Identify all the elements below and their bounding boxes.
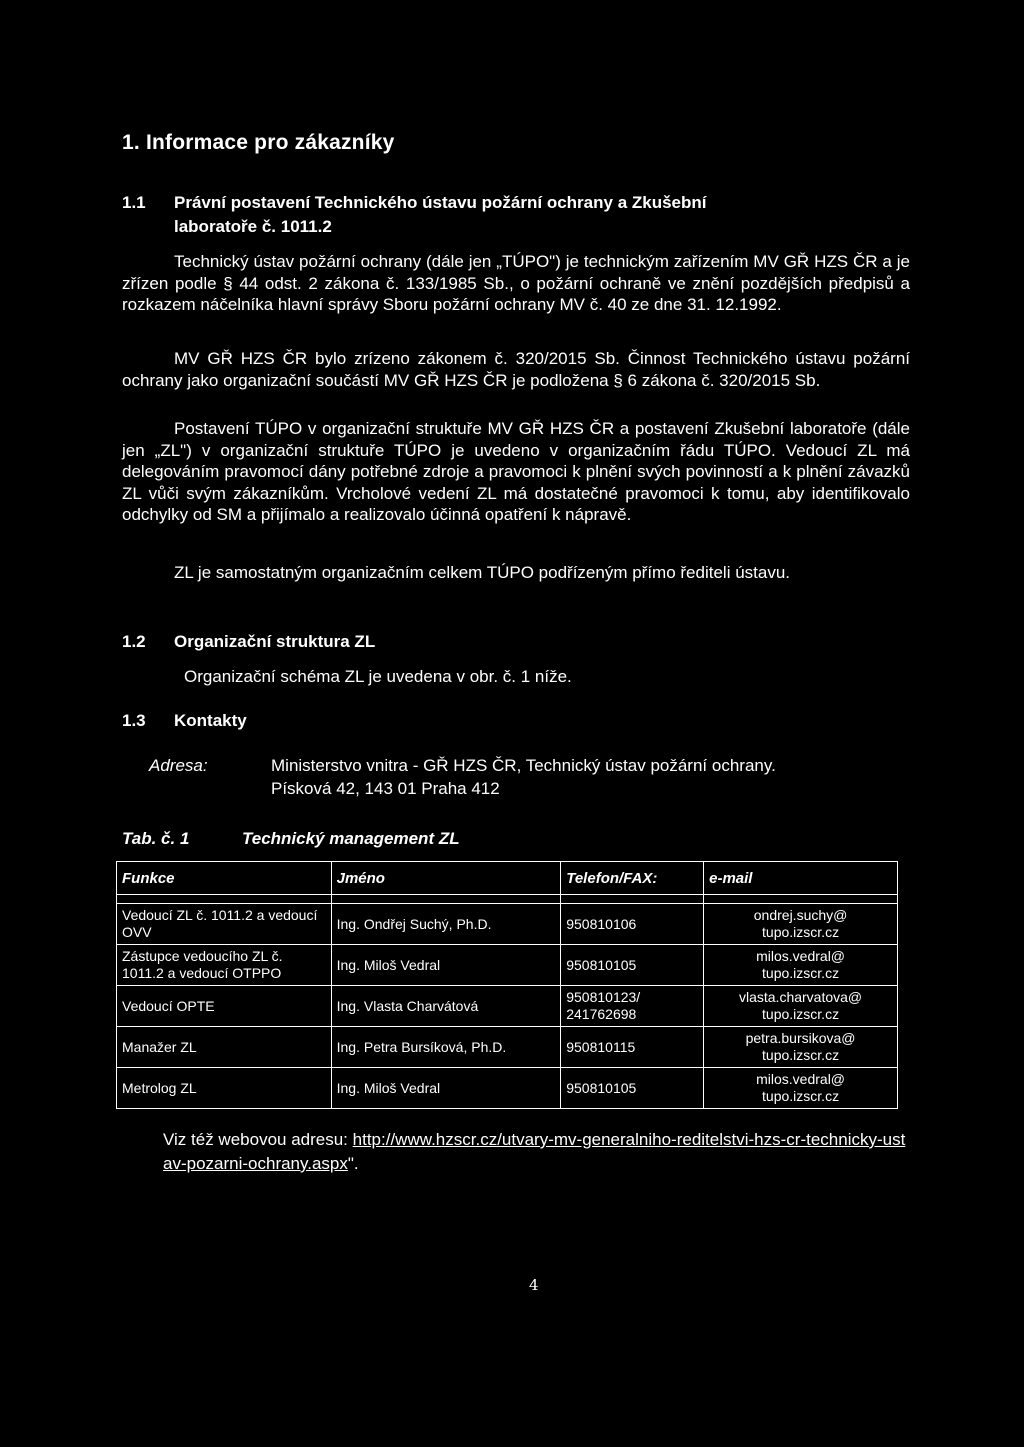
subsection-title: Organizační struktura ZL — [174, 632, 376, 651]
page-number: 4 — [529, 1276, 539, 1294]
table-row — [117, 986, 898, 1027]
cell-jmeno: Ing. Ondřej Suchý, Ph.D. — [331, 904, 561, 945]
web-prefix: Viz též webovou adresu: — [163, 1130, 348, 1149]
table-spacer — [117, 895, 898, 904]
cell-funkce: Metrolog ZL — [117, 1068, 332, 1109]
web-link[interactable]: http://www.hzscr.cz/utvary-mv-generalniho-reditelstvi-hzs-cr-technicky-ustav-pozarni-ochrany.aspx — [163, 1130, 906, 1173]
cell-jmeno: Ing. Vlasta Charvátová — [331, 986, 561, 1027]
paragraph-organization: Postavení TÚPO v organizační struktuře MV GŘ HZS ČR a postavení Zkušební laboratoře (dále jen „ZL") v organizační struktuře TÚPO je uvedeno v organizačním řádu TÚPO. Vedoucí ZL má delegováním pravomocí dány potřebné zdroje a pravomoci k plnění svých povinností a k plnění závazků ZL vůči svým zákazníkům. Vrcholové vedení ZL má dostatečné pravomoci k tomu, aby identifikovalo odchylky od SM a přijímalo a realizovalo účinná opatření k nápravě. — [122, 419, 910, 524]
email-domain: tupo.izscr.cz — [762, 924, 840, 940]
cell-email — [704, 945, 898, 986]
subsection-number: 1.2 — [122, 632, 146, 651]
header-email: e-mail — [704, 862, 898, 895]
cell-telefon: 950810123/ 241762698 — [561, 986, 704, 1027]
cell-funkce: Vedoucí ZL č. 1011.2 a vedoucí OVV — [117, 904, 332, 945]
paragraph-mv-law: MV GŘ HZS ČR bylo zrízeno zákonem č. 320/2015 Sb. Činnost Technického ústavu požární ochrany jako organizační součástí MV GŘ HZS ČR je podložena § 6 zákona č. 320/2015 Sb. — [122, 349, 910, 390]
subsection-number: 1.1 — [122, 193, 146, 212]
cell-email — [704, 986, 898, 1027]
cell-email — [704, 1027, 898, 1068]
management-table — [116, 861, 898, 1109]
email-domain: tupo.izscr.cz — [762, 1006, 840, 1022]
section-title: Informace pro zákazníky — [145, 131, 395, 154]
subsection-1-1-heading-line2: laboratoře č. 1011.2 — [174, 217, 332, 236]
cell-funkce: Vedoucí OPTE — [117, 986, 332, 1027]
subsection-1-3-heading — [122, 711, 247, 731]
cell-telefon: 950810105 — [561, 945, 704, 986]
cell-telefon: 950810105 — [561, 1068, 704, 1109]
cell-email — [704, 1068, 898, 1109]
web-suffix: ". — [347, 1154, 359, 1173]
cell-jmeno: Ing. Miloš Vedral — [331, 945, 561, 986]
email-user: ondrej.suchy@ — [753, 907, 848, 923]
section-heading — [122, 131, 395, 155]
header-jmeno: Jméno — [331, 862, 561, 895]
subsection-title-line1: Právní postavení Technického ústavu požární ochrany a Zkušební — [174, 193, 707, 212]
address-line-2: Písková 42, 143 01 Praha 412 — [271, 779, 500, 798]
cell-funkce: Zástupce vedoucího ZL č. 1011.2 a vedoucí OTPPO — [117, 945, 332, 986]
email-user: vlasta.charvatova@ — [738, 989, 863, 1005]
email-user: milos.vedral@ — [756, 948, 846, 964]
subsection-title: Kontakty — [174, 711, 247, 730]
table-caption-number: Tab. č. 1 — [122, 829, 190, 848]
web-reference — [163, 1128, 908, 1176]
subsection-1-1-heading — [122, 193, 707, 213]
email-domain: tupo.izscr.cz — [762, 965, 840, 981]
email-user: petra.bursikova@ — [745, 1030, 856, 1046]
email-domain: tupo.izscr.cz — [762, 1088, 840, 1104]
cell-telefon: 950810115 — [561, 1027, 704, 1068]
table-row — [117, 945, 898, 986]
cell-jmeno: Ing. Petra Bursíková, Ph.D. — [331, 1027, 561, 1068]
email-user: milos.vedral@ — [756, 1071, 846, 1087]
table-caption-title: Technický management ZL — [242, 829, 460, 848]
section-number: 1. — [122, 131, 140, 154]
table-row — [117, 1027, 898, 1068]
address-line-1: Ministerstvo vnitra - GŘ HZS ČR, Technický ústav požární ochrany. — [271, 756, 776, 775]
subsection-number: 1.3 — [122, 711, 146, 730]
address-label: Adresa: — [149, 756, 208, 775]
paragraph-zl-unit: ZL je samostatným organizačním celkem TÚPO podřízeným přímo řediteli ústavu. — [174, 563, 791, 582]
cell-funkce: Manažer ZL — [117, 1027, 332, 1068]
cell-telefon: 950810106 — [561, 904, 704, 945]
header-funkce: Funkce — [117, 862, 332, 895]
header-telefon: Telefon/FAX: — [561, 862, 704, 895]
cell-jmeno: Ing. Miloš Vedral — [331, 1068, 561, 1109]
table-header-row — [117, 862, 898, 895]
subsection-1-2-heading — [122, 632, 375, 652]
paragraph-tupo-status: Technický ústav požární ochrany (dále jen „TÚPO") je technickým zařízením MV GŘ HZS ČR a je zřízen podle § 44 odst. 2 zákona č. 133/1985 Sb., o požární ochraně ve znění pozdějších předpisů a rozkazem náčelníka hlavní správy Sboru požární ochrany MV č. 40 ze dne 31. 12.1992. — [122, 252, 910, 314]
cell-email — [704, 904, 898, 945]
table-row — [117, 1068, 898, 1109]
table-row — [117, 904, 898, 945]
email-domain: tupo.izscr.cz — [762, 1047, 840, 1063]
org-chart-note: Organizační schéma ZL je uvedena v obr. č. 1 níže. — [184, 667, 572, 686]
